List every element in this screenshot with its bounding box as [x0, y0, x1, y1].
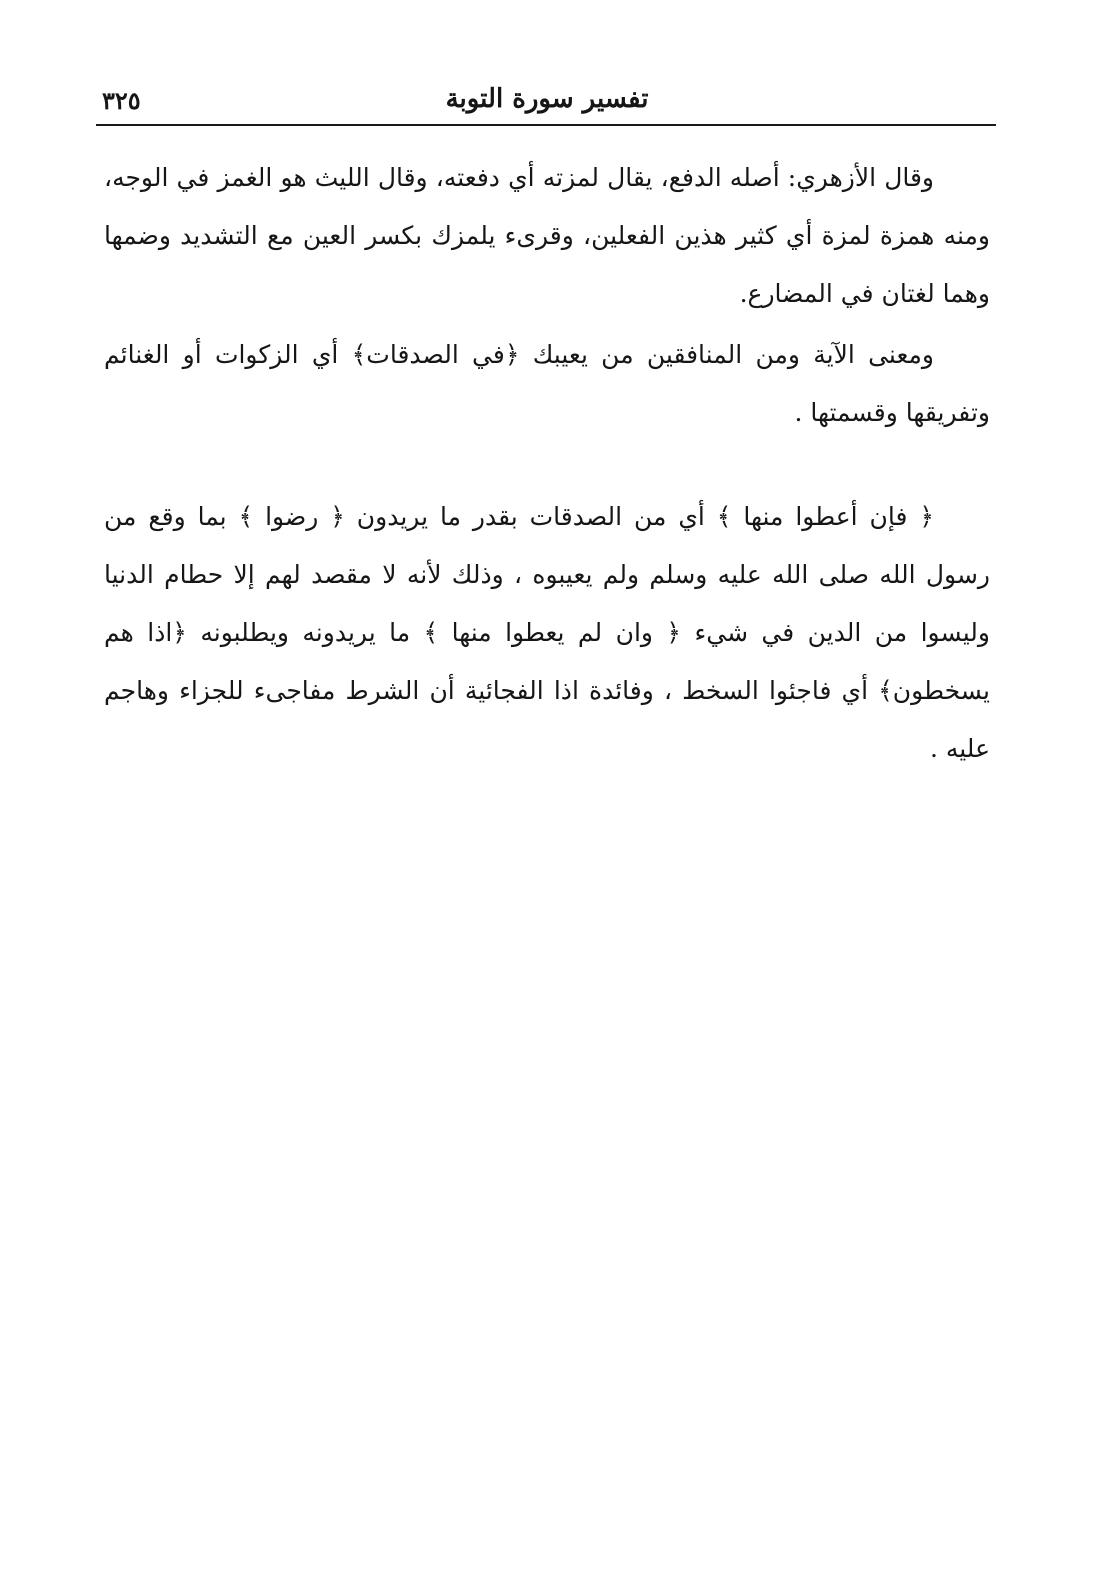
- paragraph-1: [104, 149, 990, 323]
- paragraph-3: [104, 488, 990, 778]
- running-title: تفسير سورة التوبة: [445, 84, 649, 114]
- paragraph-2: [104, 326, 990, 442]
- header-rule: [96, 124, 996, 126]
- paragraph-text: ومعنى الآية ومن المنافقين من يعيبك ﴿في الصدقات﴾ أي الزكوات أو الغنائم وتفريقها وقسمتها .: [104, 340, 990, 427]
- paragraph-text: وقال الأزهري: أصله الدفع، يقال لمزته أي دفعته، وقال الليث هو الغمز في الوجه، ومنه همزة لمزة أي كثير هذين الفعلين، وقرىء يلمزك بكسر العين مع التشديد وضمها وهما لغتان في المضارع.: [104, 163, 990, 308]
- paragraph-text: ﴿ فإن أعطوا منها ﴾ أي من الصدقات بقدر ما يريدون ﴿ رضوا ﴾ بما وقع من رسول الله صلى الله عليه وسلم ولم يعيبوه ، وذلك لأنه لا مقصد لهم إلا حطام الدنيا وليسوا من الدين في شيء ﴿ وان لم يعطوا منها ﴾ ما يريدونه ويطلبونه ﴿اذا هم يسخطون﴾ أي فاجئوا السخط ، وفائدة اذا الفجائية أن الشرط مفاجىء للجزاء وهاجم عليه .: [104, 502, 990, 763]
- page-number: ٣٢٥: [102, 86, 141, 115]
- running-header: [96, 78, 998, 124]
